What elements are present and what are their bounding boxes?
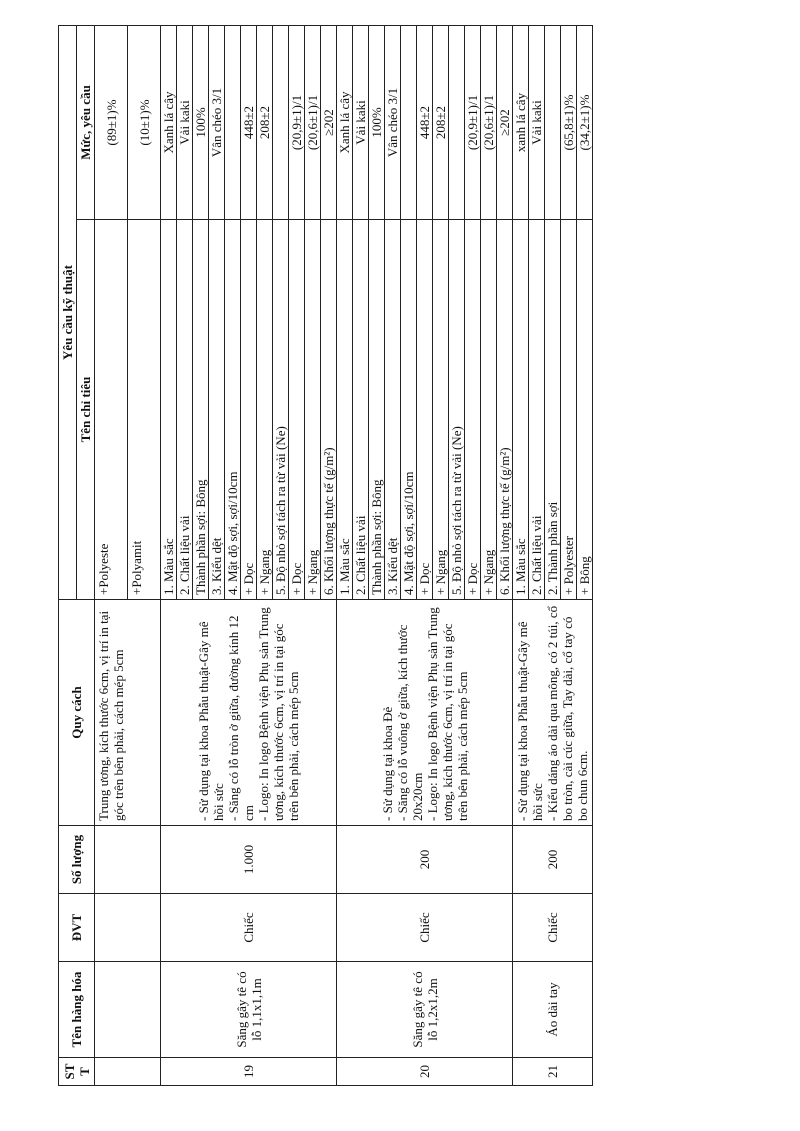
quy-cach-line: - Sử dụng tại khoa Phẫu thuật-Gây mê hồi sức [196,621,226,821]
chi-tieu-value: Vân chéo 3/1 [209,26,225,220]
chi-tieu-value: xanh lá cây [513,26,529,220]
chi-tieu-value: ≥202 [497,26,513,220]
header-ten-chi-tieu: Tên chỉ tiêu [77,220,95,600]
chi-tieu-value: Vải kaki [353,26,369,220]
carry-quy-cach: Trung ương, kích thước 6cm, vị trí in tại góc trên bên phải, cách mép 5cm [95,600,161,826]
chi-tieu-name: Thành phần sợi: Bông [369,220,385,600]
header-stt: ST T [59,1058,95,1086]
quy-cach-line: - Săng có lỗ vuông ở giữa, kích thước 20x20cm [394,624,425,821]
chi-tieu-name: + Ngang [433,220,449,600]
table-body [95,26,593,1086]
chi-tieu-name: 6. Khối lượng thực tế (g/m²) [497,220,513,600]
carry-row-value: (10±1)% [128,26,161,220]
item-dvt: Chiếc [337,894,513,962]
chi-tieu-value [449,26,465,220]
header-quy-cach: Quy cách [59,600,95,826]
chi-tieu-value: ≥202 [321,26,337,220]
chi-tieu-value: 100% [193,26,209,220]
chi-tieu-name: + Dọc [465,220,481,600]
chi-tieu-value [401,26,417,220]
carry-row-value: (89±1)% [95,26,128,220]
item-quy-cach [513,600,593,826]
item-dvt: Chiếc [161,894,337,962]
chi-tieu-name: Thành phần sợi: Bông [193,220,209,600]
table-row [513,26,529,1086]
chi-tieu-value: (20,9±1)/1 [465,26,481,220]
carry-name [95,962,161,1058]
chi-tieu-value: (65,8±1)% [561,26,577,220]
header-row-1 [59,26,77,1086]
table-row [95,26,128,1086]
carry-qty [95,826,161,894]
item-stt: 19 [161,1058,337,1086]
rotated-table-sheet [58,26,771,1086]
chi-tieu-name: 1. Màu sắc [337,220,353,600]
item-name: Săng gây tê có lỗ 1,1x1,1m [161,962,337,1058]
chi-tieu-value: Vải kaki [177,26,193,220]
quy-cach-line: - Logo: In logo Bệnh viện Phụ sản Trung ương, kích thước 6cm, vị trí in tại góc trên bên phải, cách mép 5cm [424,607,470,821]
chi-tieu-value: 100% [369,26,385,220]
chi-tieu-name: 5. Độ nhỏ sợi tách ra từ vải (Ne) [273,220,289,600]
header-muc-yeu-cau: Mức, yêu cầu [77,26,95,220]
chi-tieu-name: 2. Chất liệu vải [353,220,369,600]
item-qty: 200 [513,826,593,894]
chi-tieu-name: 4. Mật độ sợi, sợi/10cm [401,220,417,600]
header-so-luong: Số lượng [59,826,95,894]
quy-cach-line: - Săng có lỗ tròn ở giữa, đường kính 12 cm [226,615,256,821]
chi-tieu-value: Xanh lá cây [337,26,353,220]
carry-stt [95,1058,161,1086]
item-qty: 200 [337,826,513,894]
chi-tieu-name: + Ngang [257,220,273,600]
item-stt: 21 [513,1058,593,1086]
chi-tieu-value: (20,9±1)/1 [289,26,305,220]
chi-tieu-value [273,26,289,220]
chi-tieu-name: 5. Độ nhỏ sợi tách ra từ vải (Ne) [449,220,465,600]
item-dvt: Chiếc [513,894,593,962]
quy-cach-line: - Kiểu dáng áo dài qua mông, có 2 túi, cổ bo tròn, cài cúc giữa, Tay dài, cổ tay có bo chun 6cm. [545,605,590,821]
item-qty: 1.000 [161,826,337,894]
chi-tieu-value: 208±2 [257,26,273,220]
header-ten-hang-hoa: Tên hàng hóa [59,962,95,1058]
chi-tieu-name: 2. Chất liệu vải [529,220,545,600]
chi-tieu-value [545,26,561,220]
table-row [337,26,353,1086]
chi-tieu-name: + Dọc [417,220,433,600]
carry-row-name: +Polyeste [95,220,128,600]
carry-dvt [95,894,161,962]
chi-tieu-value: Vân chéo 3/1 [385,26,401,220]
chi-tieu-value: (34,2±1)% [577,26,593,220]
chi-tieu-name: 4. Mật độ sợi, sợi/10cm [225,220,241,600]
chi-tieu-name: 1. Màu sắc [513,220,529,600]
chi-tieu-name: + Dọc [289,220,305,600]
chi-tieu-value [225,26,241,220]
header-yeu-cau: Yêu cầu kỹ thuật [59,26,77,600]
item-name: Săng gây tê có lỗ 1,2x1,2m [337,962,513,1058]
quy-cach-line: - Logo: In logo Bệnh viện Phụ sản Trung ương, kích thước 6cm, vị trí in tại góc trên bên phải, cách mép 5cm [256,607,301,821]
item-name: Áo dài tay [513,962,593,1058]
technical-spec-table [58,25,593,1086]
item-quy-cach [337,600,513,826]
chi-tieu-name: 3. Kiểu dệt [385,220,401,600]
chi-tieu-value: (20,6±1)/1 [305,26,321,220]
chi-tieu-value: 208±2 [433,26,449,220]
chi-tieu-name: + Ngang [305,220,321,600]
chi-tieu-name: + Bông [577,220,593,600]
chi-tieu-name: + Ngang [481,220,497,600]
carry-row-name: +Polyamit [128,220,161,600]
chi-tieu-value: (20,6±1)/1 [481,26,497,220]
chi-tieu-name: 2. Chất liệu vải [177,220,193,600]
chi-tieu-name: 2. Thành phần sợi [545,220,561,600]
table-row [161,26,177,1086]
chi-tieu-value: Vải kaki [529,26,545,220]
chi-tieu-name: + Dọc [241,220,257,600]
chi-tieu-name: 1. Màu sắc [161,220,177,600]
item-quy-cach [161,600,337,826]
chi-tieu-value: Xanh lá cây [161,26,177,220]
quy-cach-line: - Sử dụng tại khoa Phẫu thuật-Gây mê hồi sức [515,621,545,821]
header-dvt: ĐVT [59,894,95,962]
quy-cach-line: - Sử dụng tại khoa Đẻ [379,706,395,821]
chi-tieu-name: 6. Khối lượng thực tế (g/m²) [321,220,337,600]
chi-tieu-name: + Polyester [561,220,577,600]
item-stt: 20 [337,1058,513,1086]
chi-tieu-name: 3. Kiểu dệt [209,220,225,600]
chi-tieu-value: 448±2 [417,26,433,220]
chi-tieu-value: 448±2 [241,26,257,220]
